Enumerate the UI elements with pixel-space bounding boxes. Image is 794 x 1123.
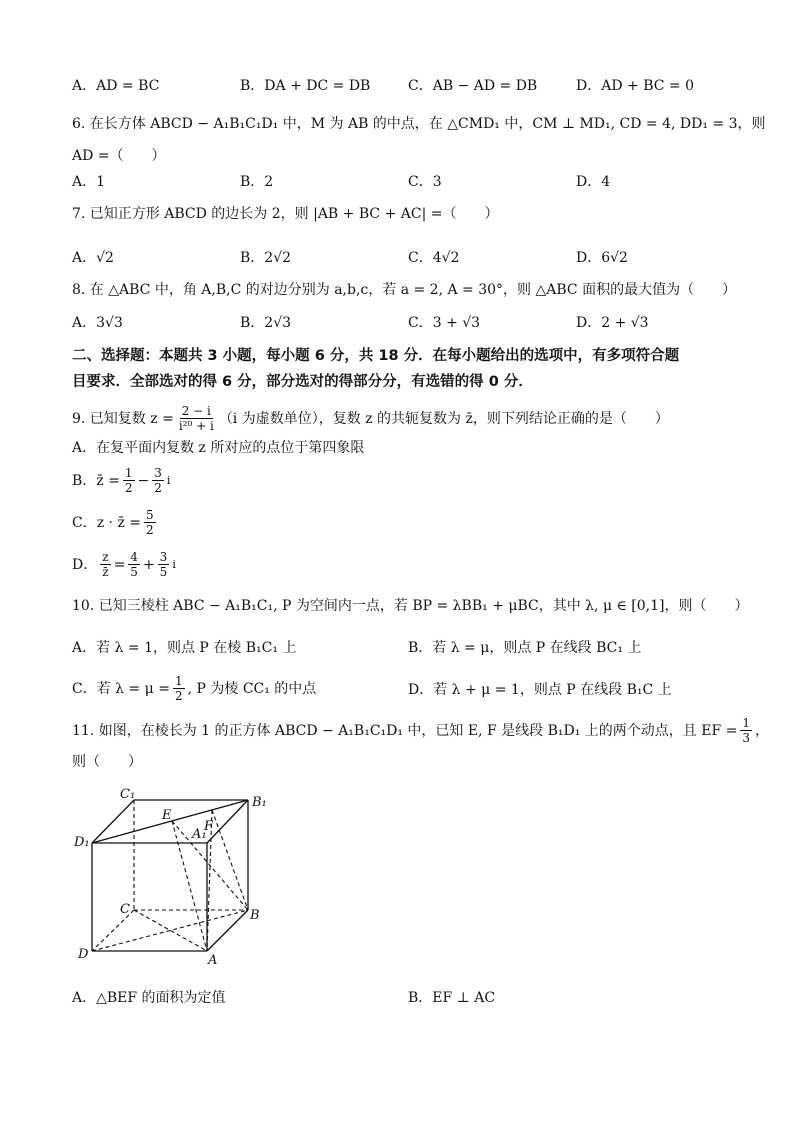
q9-option-d-suffix: i bbox=[172, 557, 176, 571]
q10-option-c-frac-den: 2 bbox=[174, 689, 183, 703]
q7-option-d: D．6√2 bbox=[576, 250, 628, 266]
label-c: C bbox=[120, 902, 130, 917]
q7-option-a: A．√2 bbox=[72, 250, 114, 266]
q11-fraction-den: 3 bbox=[742, 731, 751, 745]
q7-option-c: C．4√2 bbox=[408, 250, 460, 266]
q11-option-a: A．△BEF 的面积为定值 bbox=[72, 990, 226, 1006]
q9-option-c-frac bbox=[144, 508, 156, 537]
q9-option-c-frac-num: 5 bbox=[146, 508, 154, 522]
q11-stem-suffix: ， bbox=[755, 722, 770, 739]
label-c1: C₁ bbox=[120, 787, 136, 802]
q6-option-b: B．2 bbox=[240, 174, 274, 190]
q11-stem-cont: 则（ ） bbox=[72, 754, 142, 770]
q11-fraction bbox=[740, 716, 752, 745]
cube-figure bbox=[72, 786, 272, 966]
section-2-heading-cont: 目要求．全部选对的得 6 分，部分选对的得部分分，有选错的得 0 分． bbox=[72, 374, 533, 390]
q9-option-d-frac1 bbox=[128, 550, 140, 579]
q9-option-d bbox=[72, 550, 176, 579]
label-b: B bbox=[250, 908, 260, 923]
q9-option-d-frac1-num: 4 bbox=[130, 550, 138, 564]
q6-stem: 6. 在长方体 ABCD − A₁B₁C₁D₁ 中，M 为 AB 的中点，在 △CMD₁ 中，CM ⊥ MD₁, CD = 4, DD₁ = 3，则 bbox=[72, 116, 766, 132]
q11-fraction-num: 1 bbox=[742, 716, 751, 730]
q9-option-d-operator: + bbox=[142, 556, 155, 573]
q9-option-c bbox=[72, 508, 159, 537]
q9-option-d-ratio-den: z̄ bbox=[102, 565, 109, 579]
q9-option-d-ratio bbox=[100, 550, 110, 579]
q8-stem: 8. 在 △ABC 中，角 A,B,C 的对边分别为 a,b,c，若 a = 2, A = 30°，则 △ABC 面积的最大值为（ ） bbox=[72, 282, 737, 298]
q9-option-d-frac2-num: 3 bbox=[159, 550, 168, 564]
q6-stem-cont: AD =（ ） bbox=[72, 148, 166, 164]
q5-option-d: D．AD + BC = 0 bbox=[576, 78, 694, 94]
q10-option-c-suffix: , P 为棱 CC₁ 的中点 bbox=[187, 680, 317, 697]
label-f: F bbox=[204, 819, 214, 834]
section-2-heading: 二、选择题：本题共 3 小题，每小题 6 分，共 18 分．在每小题给出的选项中，有多项符合题 bbox=[72, 348, 680, 364]
q9-stem-suffix: （i 为虚数单位），复数 z 的共轭复数为 z̄，则下列结论正确的是（ ） bbox=[218, 410, 669, 427]
q9-fraction bbox=[177, 404, 216, 433]
q9-option-b-frac1-den: 2 bbox=[124, 481, 133, 495]
q9-option-b-frac1 bbox=[123, 466, 135, 495]
q9-option-b-frac2-den: 2 bbox=[154, 481, 162, 495]
q7-option-b: B．2√2 bbox=[240, 250, 292, 266]
q9-option-b-frac1-num: 1 bbox=[124, 466, 133, 480]
q8-option-c: C．3 + √3 bbox=[408, 315, 481, 331]
q9-fraction-denominator: i²⁰ + i bbox=[178, 419, 214, 433]
q9-stem bbox=[72, 404, 669, 433]
q9-fraction-numerator: 2 − i bbox=[181, 404, 211, 418]
q11-option-b: B．EF ⊥ AC bbox=[408, 990, 496, 1006]
q9-option-a: A．在复平面内复数 z 所对应的点位于第四象限 bbox=[72, 440, 365, 456]
q9-option-d-prefix: D． bbox=[72, 556, 98, 573]
q10-option-d: D．若 λ + μ = 1，则点 P 在线段 B₁C 上 bbox=[408, 682, 672, 698]
q9-option-b-operator: − bbox=[137, 472, 150, 489]
q6-option-c: C．3 bbox=[408, 174, 442, 190]
q11-stem-prefix: 11. 如图，在棱长为 1 的正方体 ABCD − A₁B₁C₁D₁ 中，已知 E, F 是线段 B₁D₁ 上的两个动点，且 EF = bbox=[72, 722, 738, 739]
q10-option-c-frac-num: 1 bbox=[174, 674, 183, 688]
label-e: E bbox=[162, 808, 172, 823]
label-b1: B₁ bbox=[252, 795, 267, 810]
q5-option-b: B．DA + DC = DB bbox=[240, 78, 371, 94]
q6-option-a: A．1 bbox=[72, 174, 106, 190]
q10-option-c bbox=[72, 674, 316, 703]
q6-option-d: D．4 bbox=[576, 174, 611, 190]
label-a1: A₁ bbox=[192, 827, 207, 842]
q9-option-c-prefix: C．z · z̄ = bbox=[72, 514, 141, 531]
edge-b-a bbox=[207, 910, 248, 951]
q9-option-b-frac2-num: 3 bbox=[154, 466, 162, 480]
q10-option-b: B．若 λ = μ，则点 P 在线段 BC₁ 上 bbox=[408, 640, 642, 656]
diagonal-c-a-hidden bbox=[134, 910, 207, 951]
q9-option-b bbox=[72, 466, 170, 495]
q8-option-a: A．3√3 bbox=[72, 315, 123, 331]
q9-option-b-suffix: i bbox=[166, 473, 171, 487]
edge-b1-a1 bbox=[207, 800, 248, 843]
q9-option-d-frac1-den: 5 bbox=[130, 565, 138, 579]
q8-option-d: D．2 + √3 bbox=[576, 315, 649, 331]
q10-option-a: A．若 λ = 1，则点 P 在棱 B₁C₁ 上 bbox=[72, 640, 297, 656]
q5-option-a: A．AD = BC bbox=[72, 78, 160, 94]
diagonal-d-b-hidden bbox=[92, 910, 248, 951]
q9-option-d-frac2 bbox=[158, 550, 170, 579]
label-d1: D₁ bbox=[74, 835, 90, 850]
q7-stem: 7. 已知正方形 ABCD 的边长为 2，则 |AB + BC + AC| =（ ） bbox=[72, 206, 499, 222]
q10-option-c-frac bbox=[173, 674, 185, 703]
q9-option-d-equals: = bbox=[113, 556, 126, 573]
q8-option-b: B．2√3 bbox=[240, 315, 292, 331]
q9-option-c-frac-den: 2 bbox=[146, 523, 154, 537]
label-d: D bbox=[78, 947, 89, 962]
q9-option-b-prefix: B．z̄ = bbox=[72, 472, 120, 489]
q11-stem bbox=[72, 716, 769, 745]
segment-f-b bbox=[212, 810, 248, 910]
q9-option-b-frac2 bbox=[152, 466, 164, 495]
q9-option-d-ratio-num: z bbox=[102, 550, 109, 564]
q5-option-c: C．AB − AD = DB bbox=[408, 78, 538, 94]
q9-option-d-frac2-den: 5 bbox=[159, 565, 168, 579]
q9-stem-prefix: 9. 已知复数 z = bbox=[72, 410, 174, 427]
segment-e-b bbox=[172, 821, 248, 910]
q10-stem: 10. 已知三棱柱 ABC − A₁B₁C₁, P 为空间内一点，若 BP = λBB₁ + μBC，其中 λ, μ ∈ [0,1]，则（ ） bbox=[72, 598, 749, 614]
q10-option-c-prefix: C．若 λ = μ = bbox=[72, 680, 170, 697]
label-a: A bbox=[208, 953, 218, 966]
